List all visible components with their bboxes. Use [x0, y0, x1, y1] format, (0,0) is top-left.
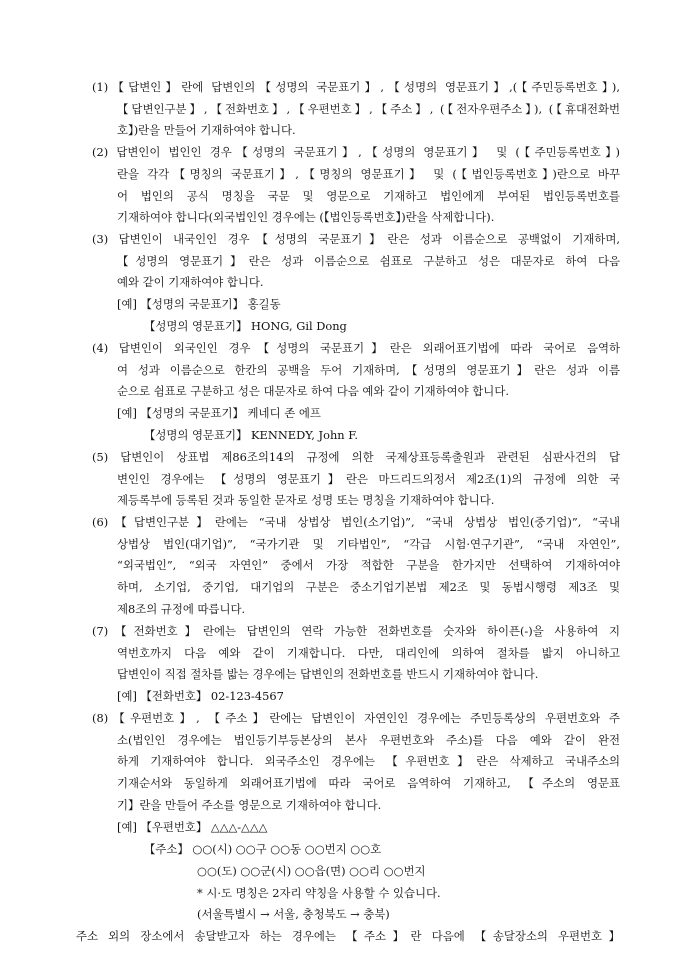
- example-line: [예] 【성명의 국문표기】 케네디 존 에프: [117, 406, 321, 420]
- text-line: (8)【우편번호】, 【주소】란에는 답변인이 자연인인 경우에는 주민등록상의 우편번호와 주: [92, 711, 620, 725]
- text-line: 란을 각각【명칭의 국문표기】,【명칭의 영문표기】 및 (【법인등록번호】)란으로 바꾸: [117, 167, 620, 181]
- text-line: 기재하여야 합니다(외국법인인 경우에는 (【법인등록번호】)란을 삭제합니다).: [117, 210, 495, 224]
- text-line: (3) 답변인이 내국인인 경우【성명의 국문표기】란은 성과 이름순으로 공백없이 기재하며,: [92, 232, 620, 246]
- example-line: 【성명의 영문표기】 HONG, Gil Dong: [144, 319, 347, 333]
- text-line: 주소 외의 장소에서 송달받고자 하는 경우에는 【주소】란 다음에 【송달장소의 우편번호】: [76, 929, 620, 943]
- text-line: 기재순서와 동일하게 외래어표기법에 따라 국어로 음역하여 기재하고, 【주소의 영문표: [117, 776, 620, 790]
- text-line: (2) 답변인이 법인인 경우【성명의 국문표기】,【성명의 영문표기】 및 (【주민등록번호】): [92, 145, 620, 159]
- note-line: * 시·도 명칭은 2자리 약칭을 사용할 수 있습니다.: [197, 886, 441, 900]
- text-line: 예와 같이 기재하여야 합니다.: [117, 275, 264, 289]
- text-line: 하며, 소기업, 중기업, 대기업의 구분은 중소기업기본법 제2조 및 동법시행령 제3조 및: [117, 580, 620, 594]
- text-line: 【성명의 영문표기】란은 성과 이름순으로 쉼표로 구분하고 성은 대문자로 하여 다음: [117, 254, 620, 268]
- text-line: 제8조의 규정에 따릅니다.: [117, 602, 246, 616]
- text-line: 변인인 경우에는 【성명의 영문표기】란은 마드리드의정서 제2조(1)의 규정에 의한 국: [117, 472, 620, 486]
- text-line: 상법상 법인(대기업)”, “국가기관 및 기타법인”, “각급 시험·연구기관”, “국내 자연인”,: [117, 537, 620, 551]
- text-line: 기】란을 만들어 주소를 영문으로 기재하여야 합니다.: [117, 798, 382, 812]
- text-line: (6)【답변인구분】란에는 “국내 상법상 법인(소기업)”, “국내 상법상 법인(중기업)”, “국내: [92, 515, 620, 529]
- text-line: (1)【답변인】란에 답변인의【성명의 국문표기】,【성명의 영문표기】,(【주민등록번호】),: [92, 80, 620, 94]
- text-line: (4) 답변인이 외국인인 경우【성명의 국문표기】란은 외래어표기법에 따라 국어로 음역하: [92, 341, 620, 355]
- text-line: 답변인이 직접 절차를 밟는 경우에는 답변인의 전화번호를 반드시 기재하여야 합니다.: [117, 667, 539, 681]
- example-line: [예] 【우편번호】 △△△-△△△: [117, 820, 268, 834]
- example-line: [예] 【전화번호】 02-123-4567: [117, 689, 284, 703]
- text-line: 하게 기재하여야 합니다. 외국주소인 경우에는 【우편번호】란은 삭제하고 국내주소의: [117, 754, 620, 768]
- example-line: 【성명의 영문표기】 KENNEDY, John F.: [144, 428, 359, 442]
- text-line: 순으로 쉼표로 구분하고 성은 대문자로 하여 다음 예와 같이 기재하여야 합니다.: [117, 384, 509, 398]
- text-line: “외국법인”, “외국 자연인” 중에서 가장 적합한 구분을 한가지만 선택하여 기재하여야: [117, 558, 620, 572]
- text-line: (7)【전화번호】란에는 답변인의 연락 가능한 전화번호를 숫자와 하이픈(-)을 사용하여 지: [92, 624, 620, 638]
- text-line: 소(법인인 경우에는 법인등기부등본상의 본사 우편번호와 주소)를 다음 예와 같이 완전: [117, 733, 620, 747]
- note-line: (서울특별시 → 서울, 충청북도 → 충북): [197, 907, 390, 921]
- text-line: 호】)란을 만들어 기재하여야 합니다.: [117, 123, 296, 137]
- text-line: (5) 답변인이 상표법 제86조의14의 규정에 의한 국제상표등록출원과 관련된 심판사건의 답: [92, 450, 620, 464]
- example-line: ○○(도) ○○군(시) ○○읍(면) ○○리 ○○번지: [197, 864, 426, 878]
- example-line: 【주소】 ○○(시) ○○구 ○○동 ○○번지 ○○호: [144, 842, 382, 856]
- text-line: 어 법인의 공식 명칭을 국문 및 영문으로 기재하고 법인에게 부여된 법인등록번호를: [117, 189, 620, 203]
- text-line: 【답변인구분】,【전화번호】,【우편번호】,【주소】, (【전자우편주소】), (【휴대전화번: [117, 102, 620, 116]
- example-line: [예] 【성명의 국문표기】 홍길동: [117, 297, 281, 311]
- text-line: 여 성과 이름순으로 한칸의 공백을 두어 기재하며,【성명의 영문표기】란은 성과 이름: [117, 363, 620, 377]
- text-line: 역번호까지 다음 예와 같이 기재합니다. 다만, 대리인에 의하여 절차를 밟지 아니하고: [117, 646, 620, 660]
- text-line: 제등록부에 등록된 것과 동일한 문자로 성명 또는 명칭을 기재하여야 합니다.: [117, 493, 495, 507]
